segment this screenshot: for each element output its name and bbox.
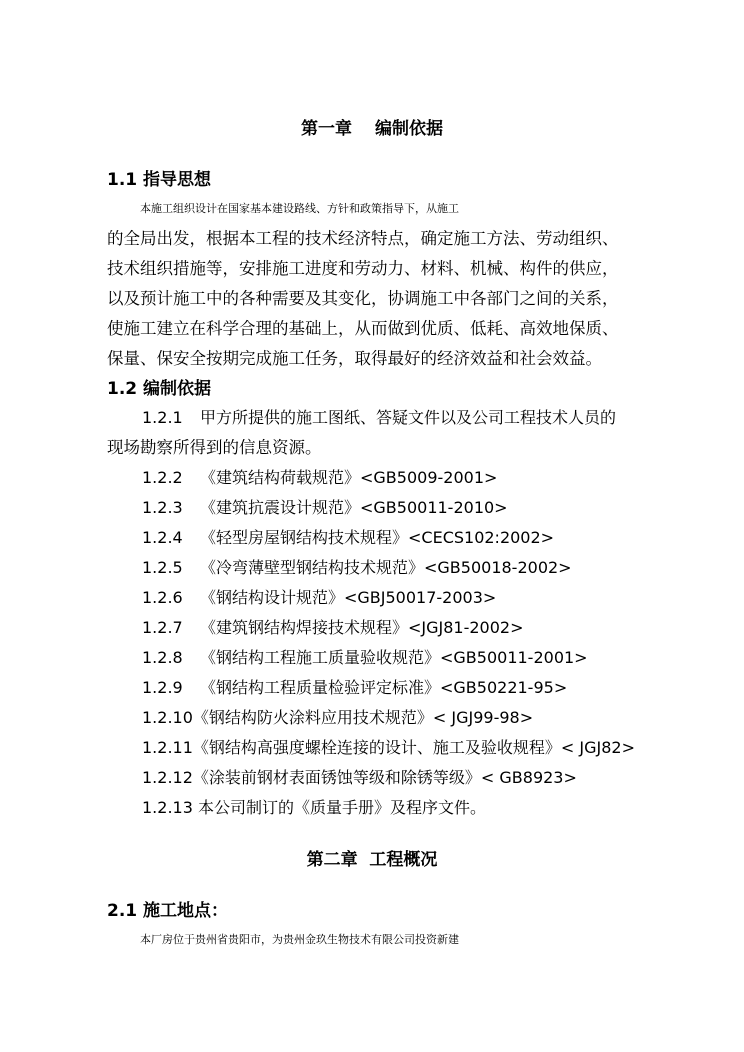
section-2-1-heading: 2.1 施工地点：	[107, 901, 229, 921]
item-number: 1.2.2	[142, 468, 183, 487]
list-item	[142, 467, 497, 489]
section-1-1-heading: 1.1 指导思想	[107, 170, 212, 190]
list-item-continuation: 现场勘察所得到的信息资源。	[107, 438, 322, 457]
item-number: 1.2.12	[142, 768, 193, 787]
paragraph-line: 的全局出发，根据本工程的技术经济特点，确定施工方法、劳动组织、	[107, 229, 619, 248]
item-number: 1.2.8	[142, 648, 183, 667]
list-item	[142, 617, 524, 639]
paragraph-line: 本厂房位于贵州省贵阳市，为贵州金玖生物技术有限公司投资新建	[140, 933, 459, 946]
chapter-1-title: 第一章 编制依据	[301, 119, 443, 139]
item-number: 1.2.1	[142, 408, 183, 427]
paragraph-line: 以及预计施工中的各种需要及其变化，协调施工中各部门之间的关系，	[107, 289, 619, 308]
paragraph-line: 本施工组织设计在国家基本建设路线、方针和政策指导下，从施工	[140, 202, 459, 215]
item-text: 本公司制订的《质量手册》及程序文件。	[192, 798, 486, 817]
list-item	[142, 647, 588, 669]
list-item	[142, 767, 577, 789]
paragraph-line: 保量、保安全按期完成施工任务，取得最好的经济效益和社会效益。	[107, 349, 602, 368]
list-item-1-2-1	[142, 407, 616, 429]
section-1-2-heading: 1.2 编制依据	[107, 379, 212, 399]
list-item	[142, 707, 533, 729]
list-item	[142, 797, 486, 819]
item-text: 《钢结构工程质量检验评定标准》<GB50221-95>	[200, 678, 568, 697]
item-text: 《建筑结构荷载规范》<GB5009-2001>	[200, 468, 498, 487]
item-text: 《涂装前钢材表面锈蚀等级和除锈等级》< GB8923>	[192, 768, 577, 787]
item-text: 《钢结构防火涂料应用技术规范》< JGJ99-98>	[192, 708, 534, 727]
item-number: 1.2.9	[142, 678, 183, 697]
item-text: 《冷弯薄壁型钢结构技术规范》<GB50018-2002>	[200, 558, 572, 577]
item-text: 甲方所提供的施工图纸、答疑文件以及公司工程技术人员的	[200, 408, 617, 427]
paragraph-line: 使施工建立在科学合理的基础上，从而做到优质、低耗、高效地保质、	[107, 319, 619, 338]
list-item	[142, 677, 567, 699]
paragraph-line: 技术组织措施等，安排施工进度和劳动力、材料、机械、构件的供应，	[107, 259, 619, 278]
item-number: 1.2.3	[142, 498, 183, 517]
item-text: 《建筑抗震设计规范》<GB50011-2010>	[200, 498, 508, 517]
item-text: 《钢结构工程施工质量验收规范》<GB50011-2001>	[200, 648, 588, 667]
chapter-2-title: 第二章 工程概况	[306, 850, 438, 870]
item-text: 《轻型房屋钢结构技术规程》<CECS102:2002>	[200, 528, 555, 547]
item-number: 1.2.5	[142, 558, 183, 577]
item-text: 《钢结构高强度螺栓连接的设计、施工及验收规程》< JGJ82>	[192, 738, 635, 757]
item-number: 1.2.13	[142, 798, 193, 817]
item-text: 《建筑钢结构焊接技术规程》<JGJ81-2002>	[200, 618, 524, 637]
item-number: 1.2.10	[142, 708, 193, 727]
list-item	[142, 527, 554, 549]
item-number: 1.2.7	[142, 618, 183, 637]
list-item	[142, 557, 572, 579]
list-item	[142, 737, 635, 759]
item-number: 1.2.6	[142, 588, 183, 607]
list-item	[142, 587, 496, 609]
item-number: 1.2.4	[142, 528, 183, 547]
list-item	[142, 497, 508, 519]
item-number: 1.2.11	[142, 738, 193, 757]
item-text: 《钢结构设计规范》<GBJ50017-2003>	[200, 588, 497, 607]
